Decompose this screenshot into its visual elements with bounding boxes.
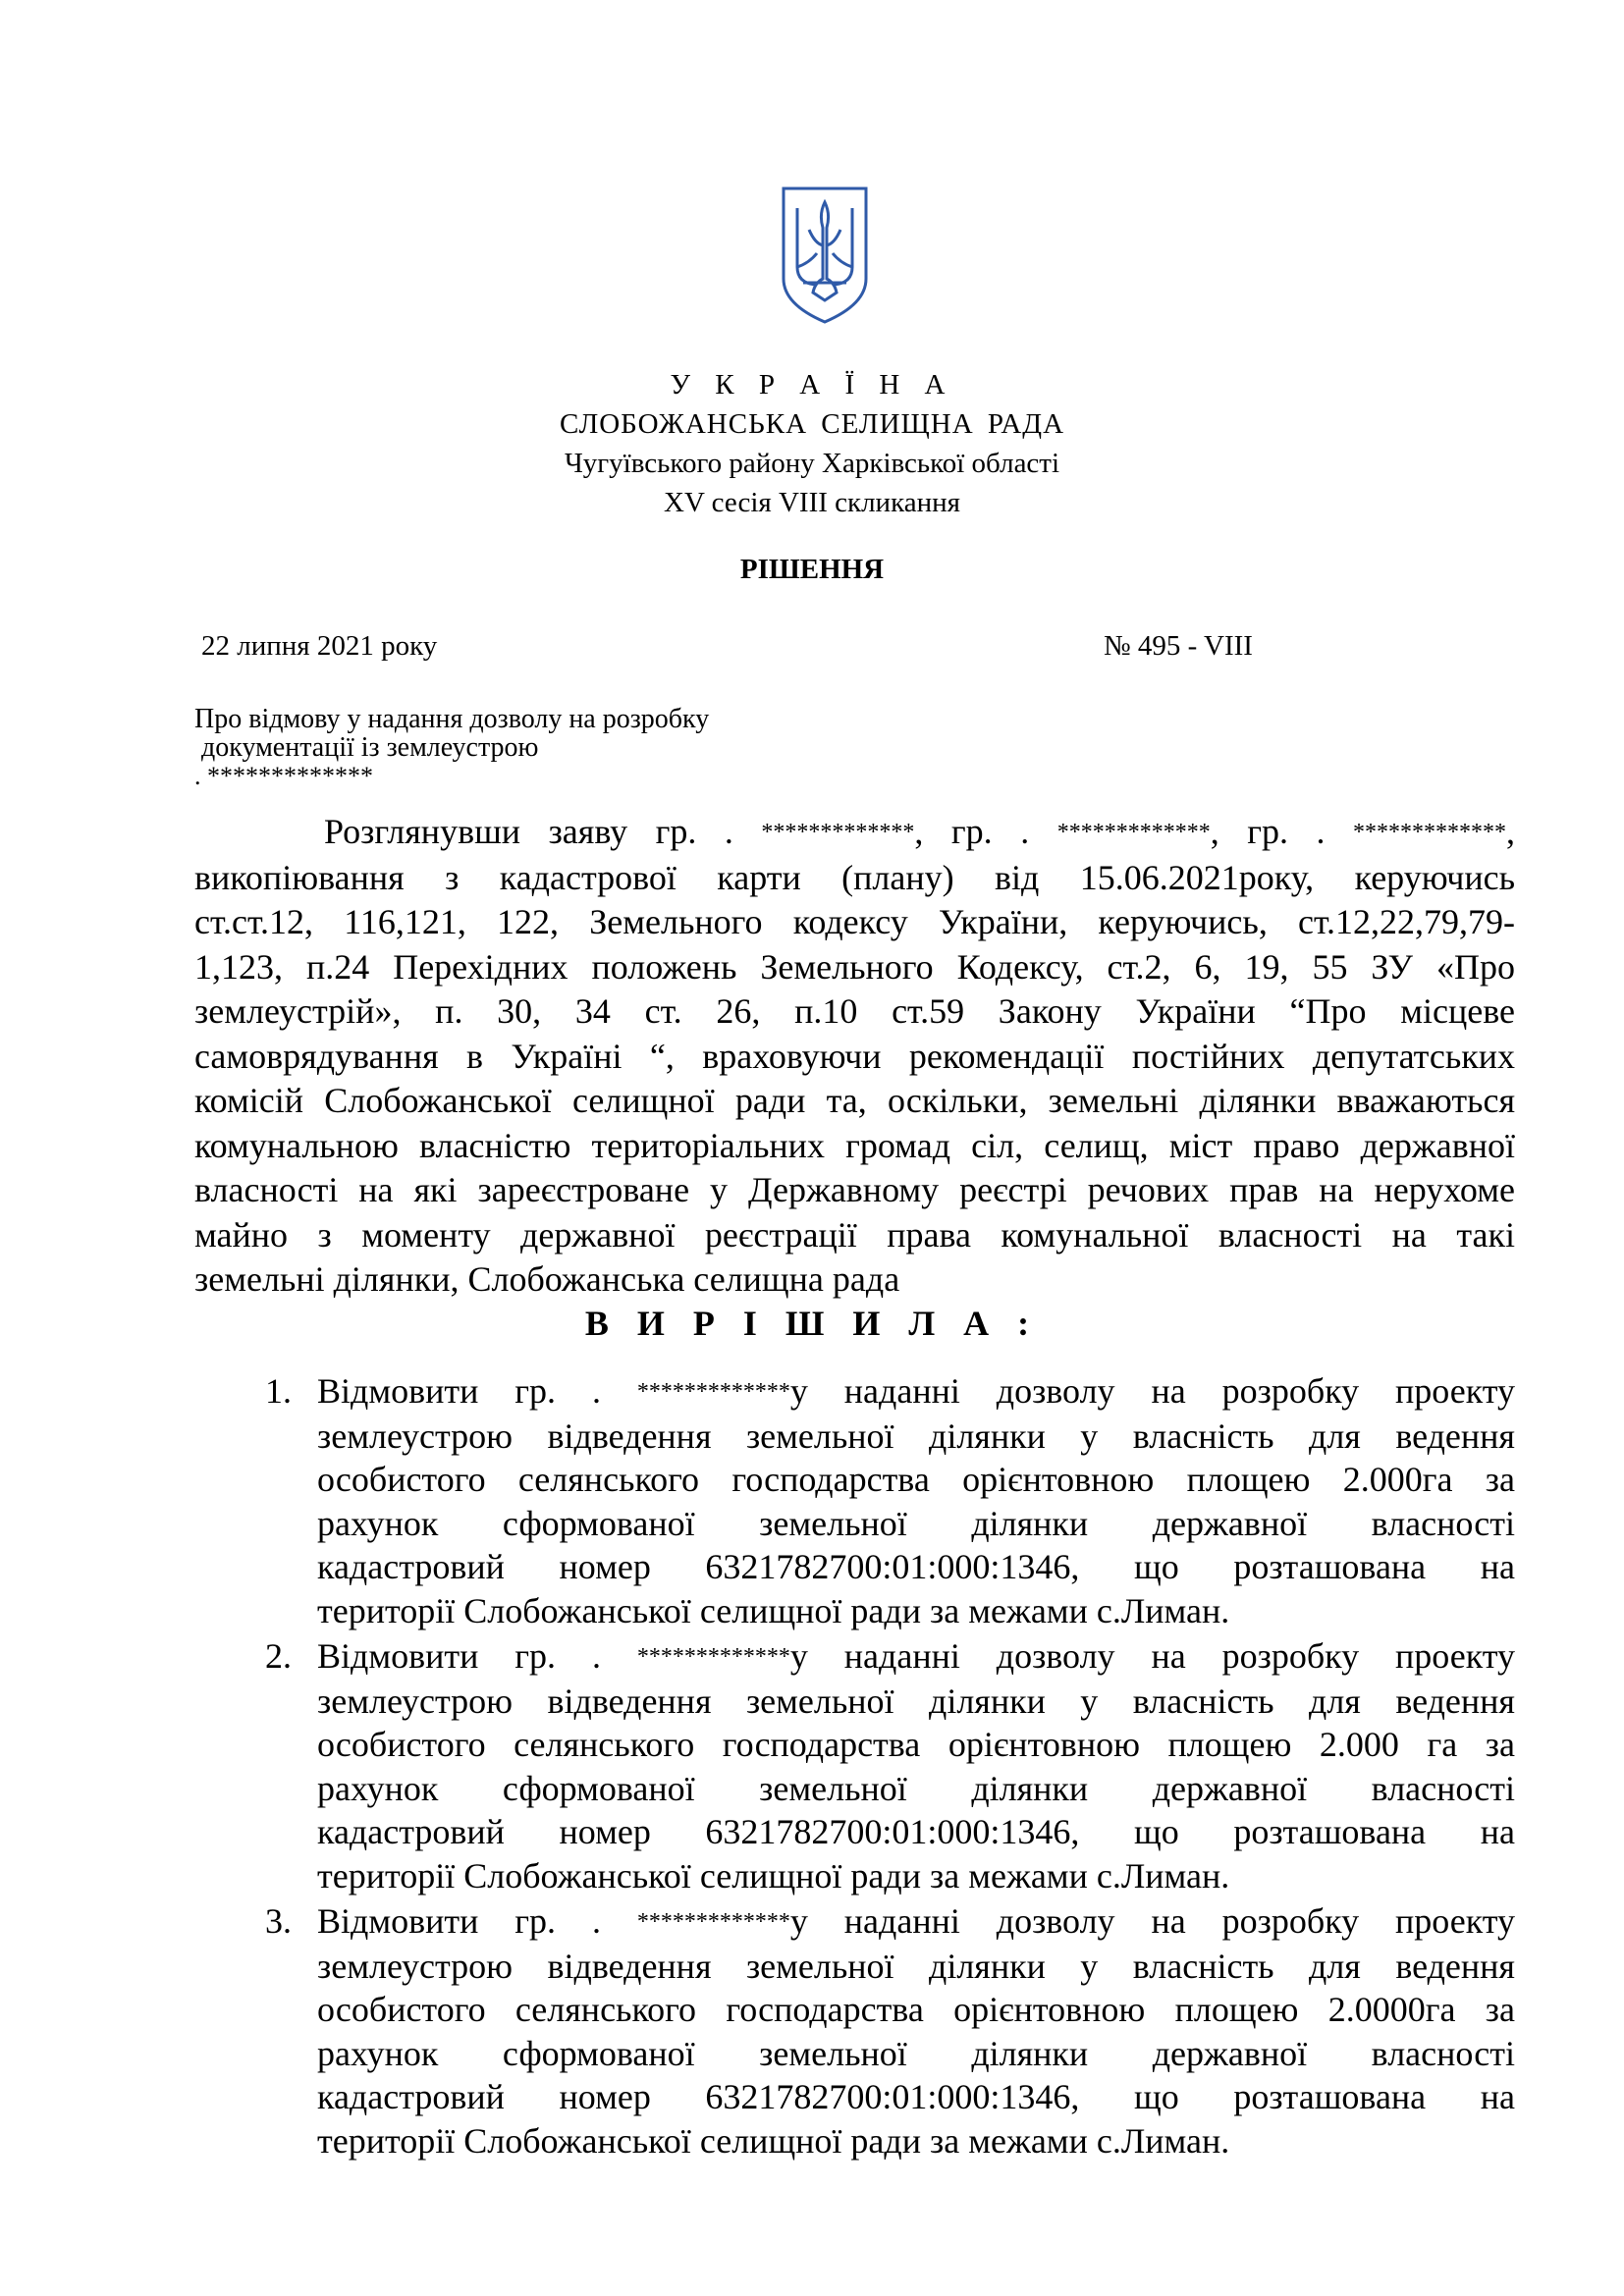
item-line: території Слобожанської селищної ради за межами с.Лиман.: [317, 1855, 1230, 1896]
item-line: землеустрою відведення земельної ділянки у власність для ведення: [317, 1681, 1515, 1721]
preamble-line: самоврядування в Україні “, враховуючи рекомендації постійних депутатських: [194, 1036, 1515, 1076]
item-line: кадастровий номер 6321782700:01:000:1346, що розташована на: [317, 2077, 1515, 2116]
item-text: у наданні дозволу на розробку проекту: [789, 1371, 1515, 1411]
preamble-text: Розглянувши заяву гр. .: [324, 812, 762, 851]
resolution-item: [253, 1369, 1515, 1632]
header-block: [0, 365, 1624, 522]
item-line: особистого селянського господарства орієнтовною площею 2.000 га за: [317, 1725, 1515, 1764]
item-text: Відмовити гр. .: [317, 1371, 637, 1411]
preamble-line: комісій Слобожанської селищної ради та, оскільки, земельні ділянки вважаються: [194, 1081, 1515, 1120]
item-number: 2.: [265, 1636, 292, 1676]
redacted-name: *************: [636, 1379, 790, 1405]
redacted-name: *************: [761, 820, 915, 845]
item-line: кадастровий номер 6321782700:01:000:1346, що розташована на: [317, 1547, 1515, 1586]
redacted-name: *************: [636, 1644, 790, 1670]
preamble-line: викопіювання з кадастрової карти (плану) від 15.06.2021року, керуючись: [194, 857, 1515, 897]
item-line: кадастровий номер 6321782700:01:000:1346, що розташована на: [317, 1812, 1515, 1851]
header-country: У К Р А Ї Н А: [670, 369, 954, 400]
item-text: у наданні дозволу на розробку проекту: [789, 1901, 1515, 1941]
document-subject: [194, 705, 709, 790]
preamble-text: , гр. .: [1210, 812, 1354, 851]
item-line: [317, 1634, 1515, 1680]
redacted-name: *************: [1353, 820, 1507, 845]
preamble-line: майно з моменту державної реєстрації права комунальної власності на такі: [194, 1214, 1515, 1255]
preamble-text: , гр. .: [914, 812, 1057, 851]
item-line: землеустрою відведення земельної ділянки у власність для ведення: [317, 1415, 1515, 1456]
resolution-list: [253, 1369, 1515, 2164]
redacted-name: *************: [636, 1909, 790, 1935]
item-text: Відмовити гр. .: [317, 1636, 637, 1676]
resolution-item: [253, 1899, 1515, 2163]
item-line: рахунок сформованої земельної ділянки державної власності: [317, 1503, 1515, 1543]
item-line: землеустрою відведення земельної ділянки у власність для ведення: [317, 1946, 1515, 1986]
preamble-line: комунальною власністю територіальних громад сіл, селищ, міст право державної: [194, 1125, 1515, 1165]
item-line: [317, 1899, 1515, 1945]
subject-line-2: документації із землеустрою: [201, 732, 539, 763]
item-line: рахунок сформованої земельної ділянки державної власності: [317, 2033, 1515, 2073]
redacted-name: *************: [1056, 820, 1211, 845]
preamble-line: [194, 810, 1515, 856]
item-line: території Слобожанської селищної ради за межами с.Лиман.: [317, 1590, 1230, 1630]
resolution-item: [253, 1634, 1515, 1897]
item-line: [317, 1369, 1515, 1415]
preamble-text: ,: [1506, 812, 1516, 851]
document-title: РІШЕННЯ: [739, 554, 885, 585]
coat-of-arms-icon: [780, 185, 870, 326]
item-line: особистого селянського господарства орієнтовною площею 2.000га за: [317, 1460, 1515, 1499]
item-number: 3.: [265, 1901, 292, 1941]
subject-line-3: . *************: [194, 762, 373, 790]
item-line: особистого селянського господарства орієнтовною площею 2.0000га за: [317, 1990, 1515, 2029]
preamble-line: 1,123, п.24 Перехідних положень Земельного Кодексу, ст.2, 6, 19, 55 ЗУ «Про: [194, 946, 1515, 987]
preamble-line: власності на які зареєстроване у Державному реєстрі речових прав на нерухоме: [194, 1170, 1515, 1209]
item-line: рахунок сформованої земельної ділянки державної власності: [317, 1768, 1515, 1808]
preamble-line: земельні ділянки, Слобожанська селищна рада: [194, 1259, 900, 1299]
document-date: 22 липня 2021 року: [201, 630, 438, 662]
preamble: [194, 810, 1515, 1303]
decided-heading: В И Р І Ш И Л А :: [584, 1304, 1040, 1343]
subject-line-1: Про відмову у надання дозволу на розробку: [194, 704, 710, 734]
item-number: 1.: [265, 1371, 292, 1411]
preamble-line: ст.ст.12, 116,121, 122, Земельного кодексу України, керуючись, ст.12,22,79,79-: [194, 902, 1515, 941]
header-council: СЛОБОЖАНСЬКА СЕЛИЩНА РАДА: [559, 408, 1065, 440]
header-district: Чугуївського району Харківської області: [564, 448, 1060, 479]
preamble-line: землеустрій», п. 30, 34 ст. 26, п.10 ст.59 Закону України “Про місцеве: [194, 991, 1515, 1031]
header-session: XV сесія VIII скликання: [664, 487, 960, 518]
item-line: території Слобожанської селищної ради за межами с.Лиман.: [317, 2120, 1230, 2161]
item-text: у наданні дозволу на розробку проекту: [789, 1636, 1515, 1676]
document-number: № 495 - VIII: [1104, 630, 1253, 662]
item-text: Відмовити гр. .: [317, 1901, 637, 1941]
